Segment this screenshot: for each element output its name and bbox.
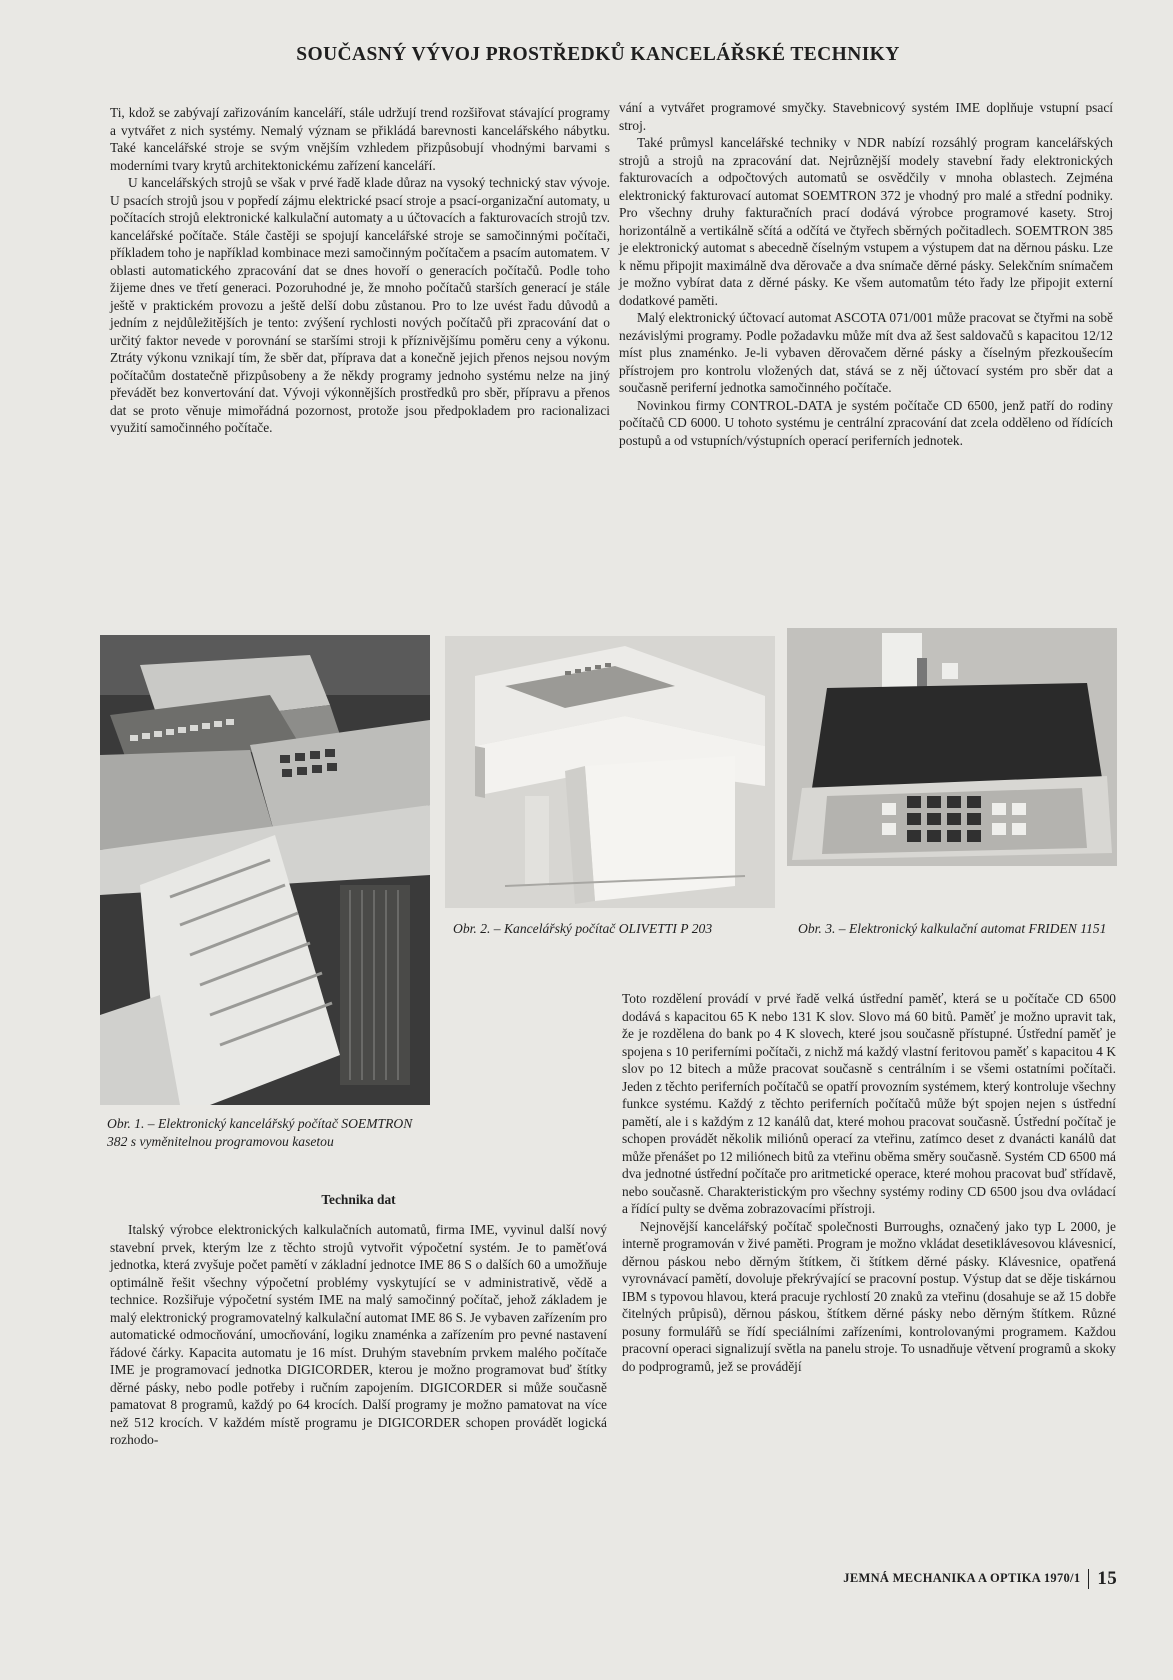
paragraph: Nejnovější kancelářský počítač společnosti Burroughs, označený jako typ L 2000, je interně programován v živé paměti. Program je možno vkládat desetiklávesovou klávesnicí, děrnou páskou nebo děrným štítkem, či štítkem děrné pásky. Klávesnice, opatřená vyrovnávací pamětí, dovoluje překrývající se pracovní postup. Výstup dat se děje tiskárnou IBM s typovou hlavou, která pracuje rychlostí 20 znaků za vteřinu (dosahuje se až 15 dobře čitelných průpisů), děrnou páskou, štítkem děrné pásky nebo děrným štítkem. Různé posuny formulářů se řídí speciálními zařízeními, kontrolovanými programem. Každou pracovní operaci signalizují světla na panelu stroje. To usnadňuje větvení programů a skoky do podprogramů, jež se provádějí: [622, 1218, 1116, 1374]
section-heading: Technika dat: [321, 1192, 396, 1207]
text-column-right-top: [619, 99, 1113, 449]
figure-3-caption: Obr. 3. – Elektronický kalkulační automat FRIDEN 1151: [798, 921, 1107, 936]
figure-1-caption: Obr. 1. – Elektronický kancelářský počítač SOEMTRON 382 s vyměnitelnou programovou kasetou: [107, 1116, 413, 1149]
journal-name: JEMNÁ MECHANIKA A OPTIKA 1970/1: [843, 1570, 1081, 1585]
text-column-left-bottom: [110, 1221, 607, 1449]
footer-divider: [1088, 1569, 1089, 1589]
paragraph: Italský výrobce elektronických kalkulačních automatů, firma IME, vyvinul další nový stavební prvek, kterým lze z těchto strojů vytvořit výpočetní systém. Je to paměťová jednotka, která zvyšuje počet pamětí v základní jednotce IME 86 S o dalších 60 a umožňuje optimálně řešit všechny výpočetní problémy vyskytující se v administrativě, vědě a technice. Rozšiřuje výpočetní systém IME na malý samočinný počítač, jehož základem je malý elektronický programovatelný kalkulační automat IME 86 S. Je vybaven zařízením pro automatické odmocňování, umocňování, logiku znaménka a zařízením pro pevné nastavení řádové čárky. Kapacita automatu je 16 míst. Druhým stavebním prvkem malého počítače IME je programovací jednotka DIGICORDER, kterou je možno programovat buď štítky děrné pásky, nebo podle potřeby i ručním zapojením. DIGICORDER si může současně pamatovat 8 programů, každý po 64 krocích. Další programy je možno pamatovat na více než 512 krocích. V každém místě programu je DIGICORDER schopen provádět logická rozhodo-: [110, 1222, 607, 1447]
figure-2-photo: [445, 636, 775, 908]
paragraph: Také průmysl kancelářské techniky v NDR nabízí rozsáhlý program kancelářských strojů a strojů na zpracování dat. Nejrůznější modely stavební řady elektronických fakturovacích a odpočtových automatů se osvědčily v mnoha oblastech. Zejména elektronický fakturovací automat SOEMTRON 372 je vhodný pro malé a střední podniky. Pro všechny druhy fakturačních prací dodává výrobce programové kasety. Stroj horizontálně a vertikálně sčítá a odčítá ve čtyřech sběrných počitadlech. SOEMTRON 385 je elektronický automat s abecedně číselným vstupem a výstupem dat na děrnou pásku. Lze k němu připojit maximálně dva děrovače a dva snímače děrné pásky. Selekčním snímačem je možno vybírat data z děrné pásky. Ke všem automatům této řady lze připojit externí dodatkové paměti.: [619, 135, 1113, 308]
paragraph: vání a vytvářet programové smyčky. Stavebnicový systém IME doplňuje vstupní psací stroj.: [619, 100, 1113, 133]
figure-1-photo: [100, 635, 430, 1105]
page-footer: [843, 1568, 1117, 1590]
paragraph: Toto rozdělení provádí v prvé řadě velká ústřední paměť, která se u počítače CD 6500 dodává s kapacitou 65 K nebo 131 K slov. Slovo má 60 bitů. Paměť je možno upravit tak, že je rozdělena do bank po 4 K slovech, které jsou současně přístupné. Ústřední paměť je spojena s 10 periferními počítači, z nichž má každý vlastní feritovou paměť s kapacitou 4 K slov po 12 bitech a může pracovat současně s centrálním i se všemi ostatními počítači. Jeden z těchto periferních počítačů se opatří provozním systémem, který kontroluje všechny funkce systému. Každý z těchto periferních počítačů může být spojen nejen s ústřední pamětí, ale i s každým z 12 kanálů dat, které mohou pracovat současně. Ústřední počítač je schopen provádět několik miliónů operací za vteřinu, zatímco deset z dvanácti kanálů dat může přenášet po 12 miliónech bitů za vteřinu oběma směry současně. Systém CD 6500 má dva jednotné ústřední počítače pro aritmetické operace, které mohou pracovat buď střídavě, nebo současně. Charakteristickým pro všechny systémy rodiny CD 6500 jsou dva ovládací a řídící pulty se dvěma zobrazovacími přístroji.: [622, 991, 1116, 1216]
figure-3-photo: [787, 628, 1117, 866]
figure-2-caption: Obr. 2. – Kancelářský počítač OLIVETTI P 203: [453, 921, 713, 936]
text-column-right-bottom: [622, 990, 1116, 1375]
paragraph: Ti, kdož se zabývají zařizováním kanceláří, stále udržují trend rozšiřovat stávající programy a vytvářet z nich systémy. Nemalý význam se přikládá barevnosti kancelářského nábytku. Také kancelářské stroje se svým vnějším vzhledem přizpůsobují vhodnými barvami s moderními tvary krytů architektonickému zařízení kanceláří.: [110, 105, 610, 173]
page-number: 15: [1097, 1568, 1117, 1589]
article-title: SOUČASNÝ VÝVOJ PROSTŘEDKŮ KANCELÁŘSKÉ TECHNIKY: [296, 44, 900, 65]
paragraph: Malý elektronický účtovací automat ASCOTA 071/001 může pracovat se čtyřmi na sobě nezávislými programy. Podle požadavku může mít dva až šest saldovačů s kapacitou 12/12 míst plus znaménko. Je-li vybaven děrovačem děrné pásky a číselným přezkoušecím přístrojem pro kontrolu vložených dat, stává se z něj účtovací systém pro sběr dat a současně periferní jednotka samočinného počítače.: [619, 310, 1113, 395]
paragraph: Novinkou firmy CONTROL-DATA je systém počítače CD 6500, jenž patří do rodiny počítačů CD 6000. U tohoto systému je centrální zpracování dat zcela odděleno od řídících postupů a od vstupních/výstupních operací periferních jednotek.: [619, 397, 1113, 448]
paragraph: U kancelářských strojů se však v prvé řadě klade důraz na vysoký technický stav vývoje. U psacích strojů jsou v popředí zájmu elektrické psací stroje a psací-organizační automaty, u počítacích strojů elektronické kalkulační automaty a u účtovacích a fakturovacích strojů tzv. kancelářské počítače. Stále častěji se spojují kancelářské stroje se samočinnými počítači, příkladem toho je například kombinace mezi samočinným počítačem a psacím automatem. V oblasti automatického zpracování dat se dnes hovoří o generacích počítačů. Podle toho žijeme dnes ve třetí generaci. Pozoruhodné je, že mnoho počítačů starších generací je stále ještě v praktickém provozu a ještě delší dobu zůstanou. Pro to lze uvést řadu důvodů a jedním z nejdůležitějších je tento: zvýšení rychlosti nových počítačů při zpracování dat o určitý faktor nevede v porovnání se staršími stroji k příznivějšímu poměru ceny a výkonu. Ztráty výkonu vznikají tím, že sběr dat, příprava dat a konečně jejich přenos nejsou novým počítačům dostatečně přizpůsobeny a že někdy programy jednoho systému nelze na jiný převádět bez konvertování dat. Vývoji výkonnějších prostředků pro sběr, přípravu a přenos dat se proto věnuje mimořádná pozornost, protože jsou předpokladem pro racionalizaci využití samočinného počítače.: [110, 175, 610, 435]
text-column-left-top: [110, 104, 610, 437]
